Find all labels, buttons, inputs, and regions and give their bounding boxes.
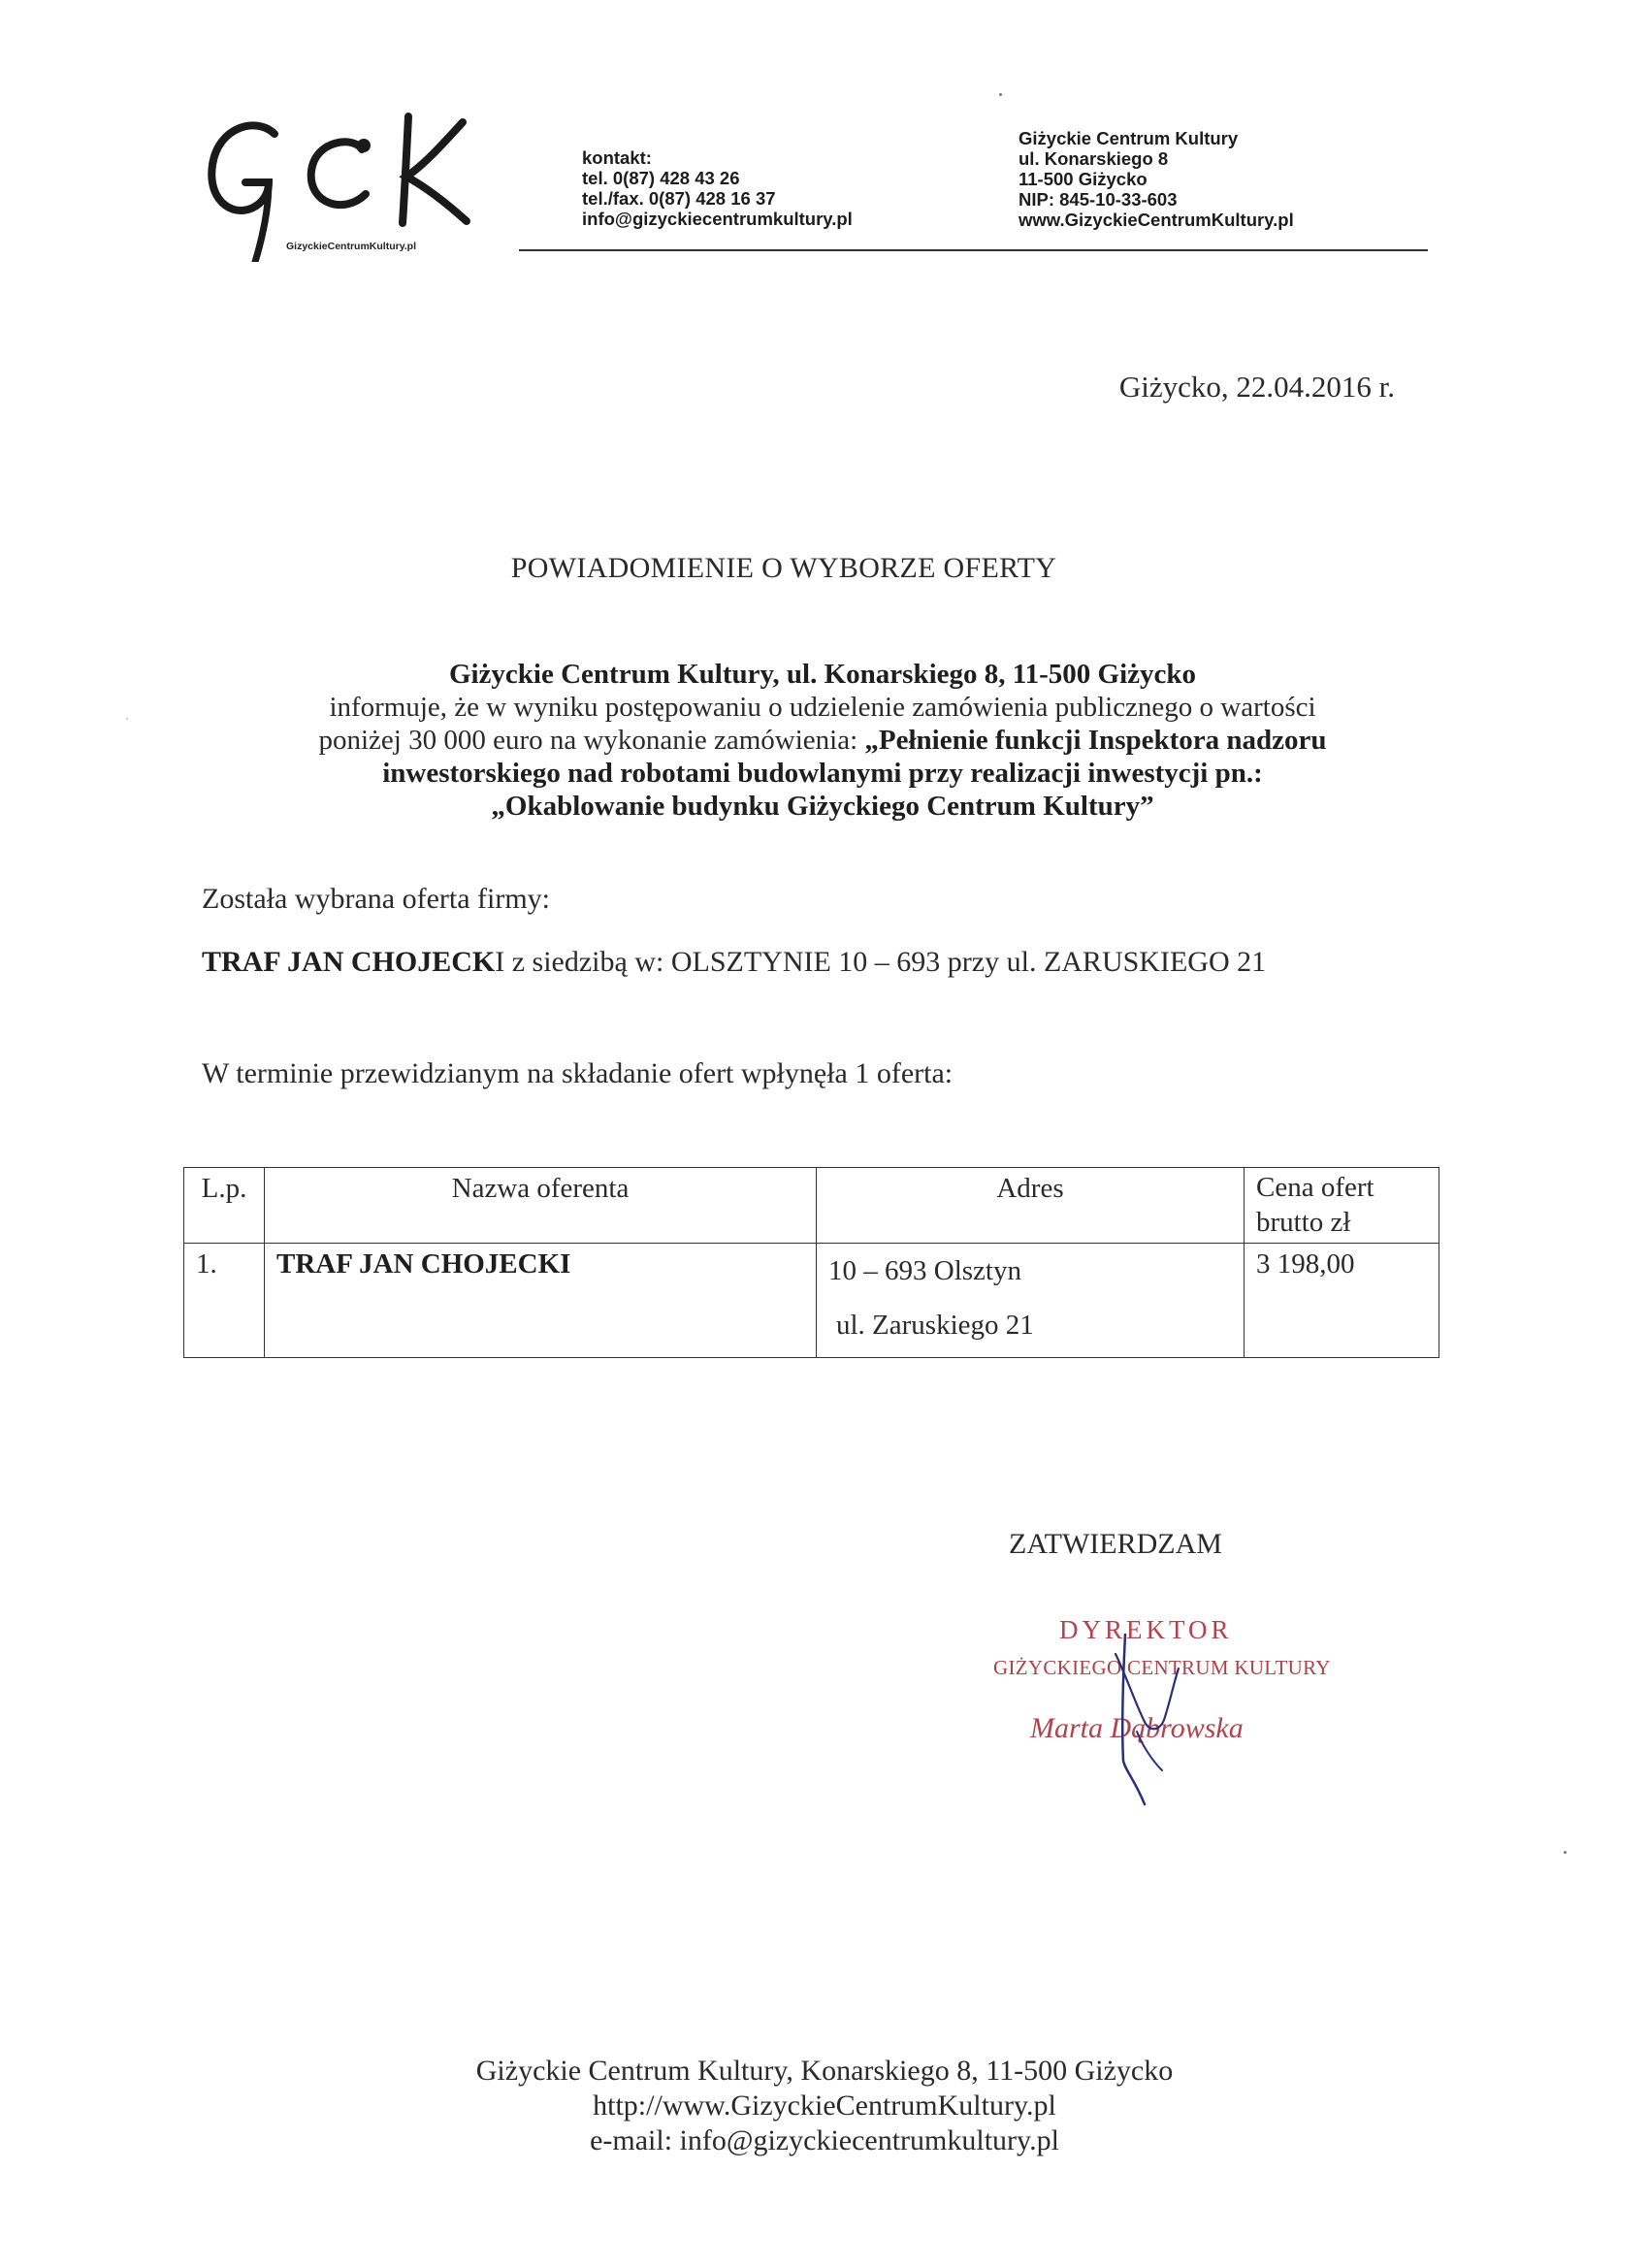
- row-address-line-2: ul. Zaruskiego 21: [836, 1310, 1034, 1341]
- document-date: Giżycko, 22.04.2016 r.: [1118, 370, 1395, 404]
- selected-offer-label: Została wybrana oferta firmy:: [202, 883, 551, 915]
- header-price-line-2: brutto zł: [1256, 1207, 1351, 1238]
- gck-logo: [199, 107, 509, 262]
- winner-address: I z siedzibą w: OLSZTYNIE 10 – 693 przy ul. ZARUSKIEGO 21: [495, 946, 1267, 978]
- company-website: www.GizyckieCentrumKultury.pl: [1018, 210, 1294, 230]
- stamp-name: Marta Dąbrowska: [1030, 1712, 1244, 1744]
- winner-line: [202, 946, 1266, 979]
- contract-title-part-3: „Okablowanie budynku Giżyckiego Centrum Kultury”: [491, 791, 1154, 822]
- offers-count-note: W terminie przewidzianym na składanie ofert wpłynęła 1 oferta:: [202, 1057, 954, 1089]
- table-cell: [817, 1244, 1245, 1358]
- contact-email: info@gizyckiecentrumkultury.pl: [582, 209, 853, 229]
- document-title: POWIADOMIENIE O WYBORZE OFERTY: [510, 552, 1057, 584]
- table-header-row: [184, 1168, 1439, 1244]
- table-cell: [1245, 1244, 1439, 1358]
- handwritten-signature: [980, 1615, 1348, 1809]
- scan-speck: [1564, 1851, 1567, 1854]
- approval-label: ZATWIERDZAM: [1009, 1528, 1222, 1560]
- table-row: [184, 1244, 1439, 1358]
- header-name: Nazwa oferenta: [451, 1173, 630, 1204]
- header-lp: L.p.: [201, 1173, 247, 1204]
- table-cell: [265, 1244, 817, 1358]
- company-street: ul. Konarskiego 8: [1018, 148, 1169, 169]
- contact-block: [582, 147, 853, 229]
- header-address: Adres: [996, 1173, 1064, 1204]
- document-footer: [0, 2055, 1649, 2159]
- header-cell: [184, 1168, 265, 1244]
- scan-speck: [126, 718, 128, 720]
- stamp-organization: GIŻYCKIEGO CENTRUM KULTURY: [993, 1656, 1331, 1679]
- company-name: Giżyckie Centrum Kultury: [1018, 128, 1239, 148]
- offers-table: [183, 1167, 1439, 1358]
- logo-subtext: GizyckieCentrumKultury.pl: [286, 241, 416, 252]
- contract-title-part-1: „Pełnienie funkcji Inspektora nadzoru: [864, 725, 1327, 756]
- gck-logo-mark: [199, 107, 509, 262]
- footer-address: Giżyckie Centrum Kultury, Konarskiego 8, 11-500 Giżycko: [475, 2055, 1174, 2087]
- company-nip: NIP: 845-10-33-603: [1018, 189, 1178, 210]
- contract-title-part-2: inwestorskiego nad robotami budowlanymi przy realizacji inwestycji pn.:: [382, 758, 1263, 789]
- row-name: TRAF JAN CHOJECKI: [276, 1248, 571, 1280]
- header-cell: [1245, 1168, 1439, 1244]
- contact-phone: tel. 0(87) 428 43 26: [582, 168, 740, 188]
- header-price-line-1: Cena ofert: [1256, 1172, 1374, 1203]
- company-city: 11-500 Giżycko: [1018, 169, 1148, 189]
- row-price: 3 198,00: [1256, 1248, 1355, 1280]
- company-block: [1018, 128, 1294, 230]
- issuer-name: Giżyckie Centrum Kultury, ul. Konarskiego 8, 11-500 Giżycko: [448, 659, 1197, 690]
- winner-name: TRAF JAN CHOJECK: [202, 946, 496, 978]
- header-price: [1245, 1168, 1439, 1242]
- contact-label: kontakt:: [582, 147, 652, 168]
- intro-line-2: informuje, że w wyniku postępowaniu o udzielenie zamówienia publicznego o wartości: [329, 692, 1316, 723]
- footer-website: http://www.GizyckieCentrumKultury.pl: [593, 2090, 1056, 2122]
- footer-email: e-mail: info@gizyckiecentrumkultury.pl: [590, 2124, 1059, 2156]
- director-stamp: [980, 1615, 1348, 1809]
- header-divider: [519, 249, 1428, 251]
- scan-speck: [999, 93, 1002, 96]
- row-lp: 1.: [196, 1248, 217, 1280]
- stamp-title: DYREKTOR: [1059, 1615, 1233, 1644]
- row-address-line-1: 10 – 693 Olsztyn: [828, 1255, 1021, 1286]
- header-cell: [265, 1168, 817, 1244]
- row-address: [817, 1244, 1244, 1354]
- contact-fax: tel./fax. 0(87) 428 16 37: [582, 188, 776, 209]
- header-cell: [817, 1168, 1245, 1244]
- intro-paragraph: [233, 658, 1412, 823]
- intro-line-3: poniżej 30 000 euro na wykonanie zamówienia:: [318, 725, 865, 756]
- table-cell: [184, 1244, 265, 1358]
